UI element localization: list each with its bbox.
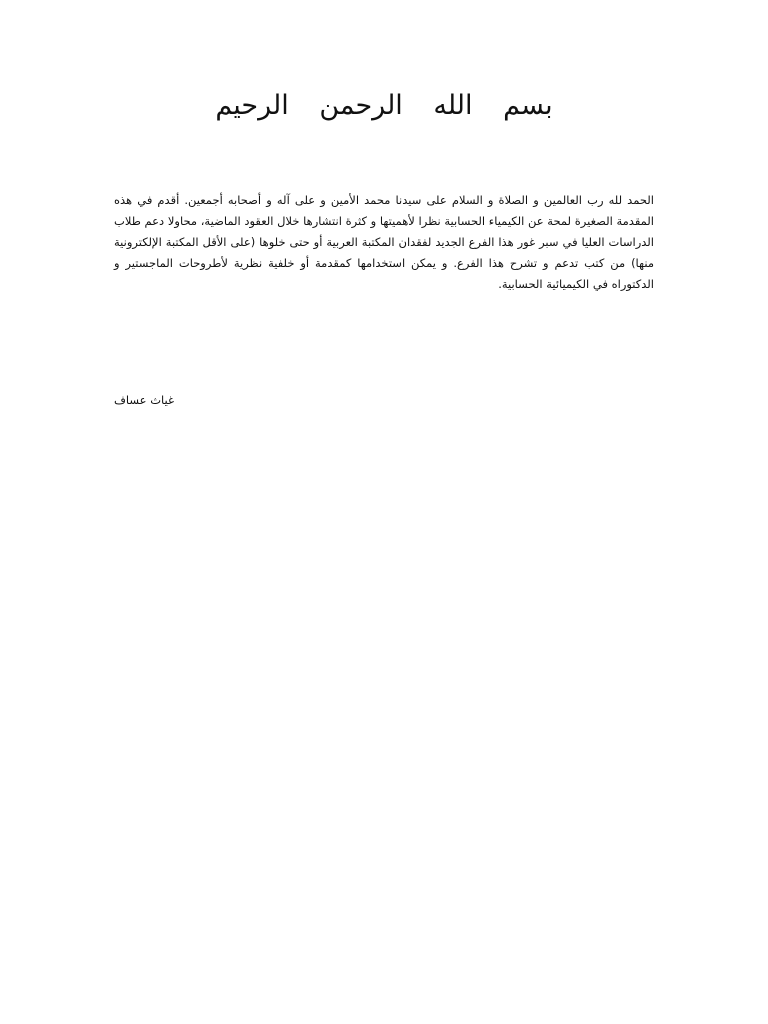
- introduction-paragraph: الحمد لله رب العالمين و الصلاة و السلام على سيدنا محمد الأمين و على آله و أصحابه أجمعين. أقدم في هذه المقدمة الصغيرة لمحة عن الكيمياء الحسابية نظرا لأهميتها و كثرة انتشارها خلال العقود الماضية، محاولا دعم طلاب الدراسات العليا في سبر غور هذا الفرع الجديد لفقدان المكتبة العربية أو حتى خلوها (على الأقل المكتبة الإلكترونية منها) من كتب تدعم و تشرح هذا الفرع. و يمكن استخدامها كمقدمة أو خلفية نظرية لأطروحات الماجستير و الدكتوراه في الكيميائية الحسابية.: [114, 193, 654, 291]
- author-signature: غياث عساف: [114, 393, 175, 407]
- basmala-heading: بسم الله الرحمن الرحيم: [215, 90, 553, 121]
